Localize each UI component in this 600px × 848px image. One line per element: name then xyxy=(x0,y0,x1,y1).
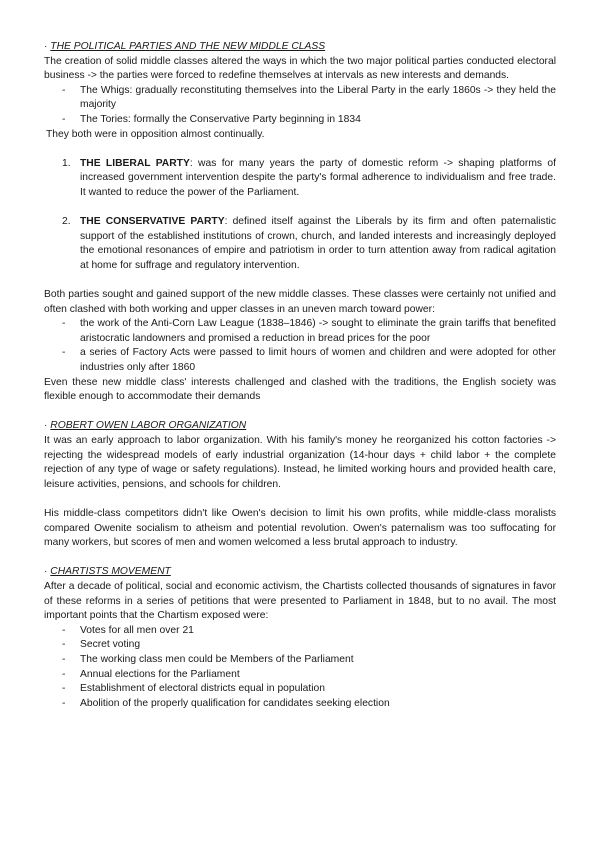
party-name: THE LIBERAL PARTY xyxy=(80,157,190,169)
paragraph: After a decade of political, social and economic activism, the Chartists collected thousands of signatures in favor of these reforms in a series of petitions that were presented to Parliament in 1848, but to no avail. The most important points that the Chartism exposed were: xyxy=(44,580,556,622)
list-item: - Votes for all men over 21 xyxy=(44,624,556,639)
dash-marker: - xyxy=(62,668,66,680)
list-item: 1. THE LIBERAL PARTY: was for many years the party of domestic reform -> shaping platforms of increased government intervention despite the party's formal adherence to individualism and free trade. It wanted to reduce the power of the Parliament. xyxy=(62,157,556,198)
paragraph: They both were in opposition almost continually. xyxy=(46,128,265,140)
list-item: - The Whigs: gradually reconstituting themselves into the Liberal Party in the early 1860s -> they held the majority xyxy=(62,84,556,111)
paragraph: His middle-class competitors didn't like Owen's decision to limit his own profits, while middle-class moralists compared Owenite socialism to atheism and potential revolution. Owen's paternalism was too suffocating for many workers, but scores of men and women welcomed a less brutal approach to industry. xyxy=(44,508,556,549)
list-item: - Abolition of the properly qualification for candidates seeking election xyxy=(44,697,556,712)
heading-text: ROBERT OWEN LABOR ORGANIZATION xyxy=(50,420,247,432)
numbered-list xyxy=(44,157,556,201)
dash-marker: - xyxy=(62,639,66,651)
list-number: 2. xyxy=(62,216,71,228)
list-item: - Annual elections for the Parliament xyxy=(44,668,556,683)
dash-marker: - xyxy=(62,347,66,359)
bullet-list xyxy=(44,624,556,712)
list-item: - a series of Factory Acts were passed to limit hours of women and children and were adopted for other industries only after 1860 xyxy=(62,347,556,374)
dash-marker: - xyxy=(62,113,66,125)
bullet-list xyxy=(44,84,556,128)
dash-marker: - xyxy=(62,653,66,665)
dash-marker: - xyxy=(62,683,66,695)
list-item: - the work of the Anti-Corn Law League (1838–1846) -> sought to eliminate the grain tariffs that benefited aristocratic landowners and promised a reduction in bread prices for the poor xyxy=(62,318,556,344)
document-page xyxy=(44,40,556,711)
dash-marker: - xyxy=(62,624,66,636)
numbered-list xyxy=(44,215,556,273)
section-heading-political-parties: · THE POLITICAL PARTIES AND THE NEW MIDDLE CLASS xyxy=(44,41,326,52)
list-item: - Establishment of electoral districts equal in population xyxy=(44,682,556,697)
list-item: - The working class men could be Members of the Parliament xyxy=(44,653,556,668)
dash-marker: - xyxy=(62,318,66,330)
party-name: THE CONSERVATIVE PARTY xyxy=(80,216,225,228)
paragraph: Even these new middle class' interests challenged and clashed with the traditions, the English society was flexible enough to accommodate their demands xyxy=(44,376,556,403)
bullet-list xyxy=(44,317,556,375)
section-heading-chartists: · CHARTISTS MOVEMENT xyxy=(44,566,171,578)
list-item: - The Tories: formally the Conservative Party beginning in 1834 xyxy=(44,113,556,128)
section-heading-robert-owen: · ROBERT OWEN LABOR ORGANIZATION xyxy=(44,420,247,432)
list-item: - Secret voting xyxy=(44,638,556,653)
dash-marker: - xyxy=(62,697,66,709)
heading-text: CHARTISTS MOVEMENT xyxy=(50,566,171,578)
list-number: 1. xyxy=(62,157,71,169)
list-item: 2. THE CONSERVATIVE PARTY: defined itself against the Liberals by its firm and often paternalistic support of the established institutions of crown, church, and landed interests and increasingly deployed the emotional resonances of empire and patriotism in order to turn attention away from radical agitation at home for suffrage and regulatory intervention. xyxy=(62,216,556,271)
heading-text: THE POLITICAL PARTIES AND THE NEW MIDDLE CLASS xyxy=(50,41,326,52)
paragraph: Both parties sought and gained support of the new middle classes. These classes were certainly not unified and often clashed with both working and upper classes in an uneven march toward power: xyxy=(44,289,556,315)
paragraph: It was an early approach to labor organization. With his family's money he reorganized his cotton factories -> rejecting the widespread models of early industrial organization (14-hour days + child labor + the complete rejection of any type of wage or safety regulations). Instead, he limited working hours and provided health care, leisure activities, pensions, and schools for children. xyxy=(44,435,556,490)
dash-marker: - xyxy=(62,84,66,96)
paragraph: The creation of solid middle classes altered the ways in which the two major political parties conducted electoral business -> the parties were forced to redefine themselves at intervals as new interests and demands. xyxy=(44,55,556,82)
